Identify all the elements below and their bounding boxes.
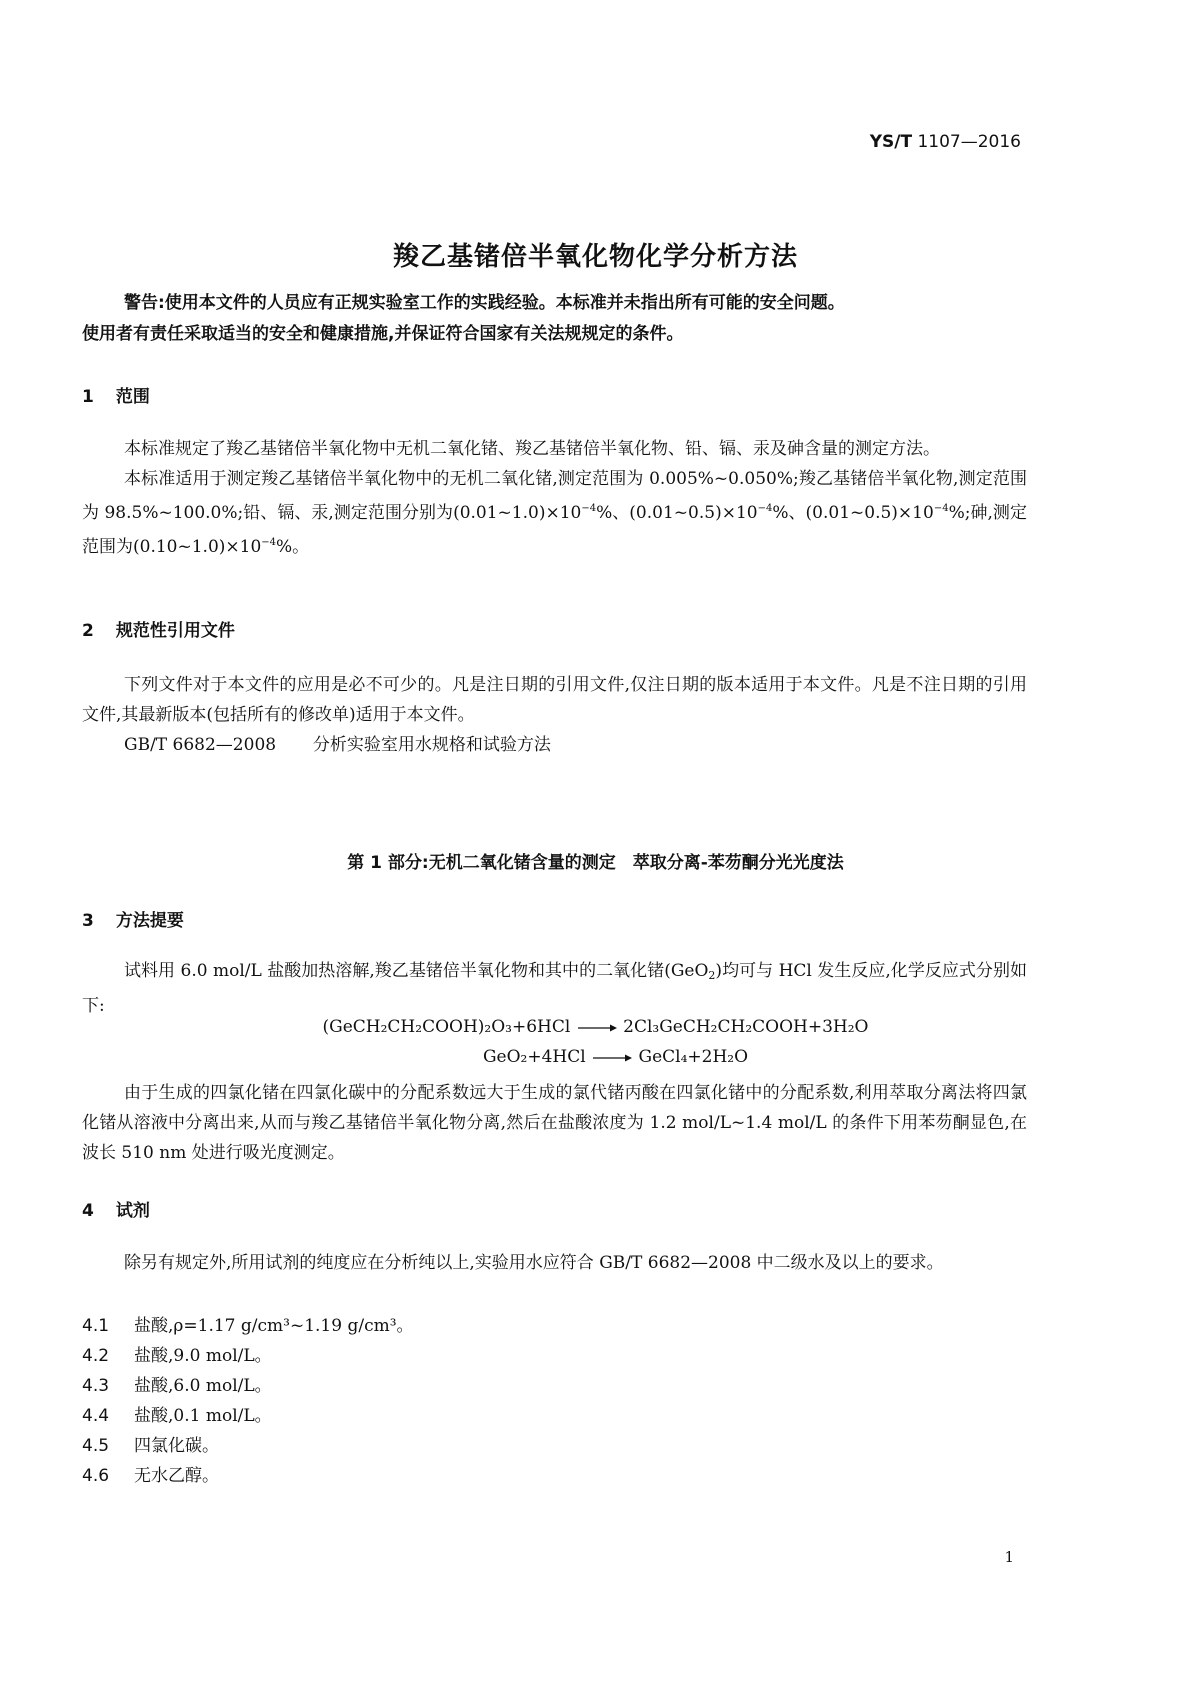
equation-2 — [0, 1047, 1191, 1067]
list-item — [82, 1371, 272, 1396]
item-text: 盐酸,ρ=1.17 g/cm³~1.19 g/cm³。 — [134, 1316, 414, 1336]
method-explanation: 由于生成的四氯化锗在四氯化碳中的分配系数远大于生成的氯代锗丙酸在四氯化锗中的分配系数,利用萃取分离法将四氯化锗从溶液中分离出来,从而与羧乙基锗倍半氧化物分离,然后在盐酸浓度为 1.2 mol/L~1.4 mol/L 的条件下用苯芴酮显色,在波长 510 nm 处进行吸光度测定。 — [82, 1083, 1027, 1163]
exponent: −4 — [581, 503, 597, 514]
list-item — [82, 1431, 219, 1456]
scope-text-e: %。 — [276, 537, 310, 557]
section-number: 4 — [82, 1201, 94, 1221]
standard-number — [870, 132, 1021, 152]
item-text: 四氯化碳。 — [134, 1436, 219, 1456]
scope-text-c: %、(0.01~0.5)×10 — [772, 503, 934, 523]
reference-code: GB/T 6682—2008 — [124, 735, 277, 755]
item-number: 4.2 — [82, 1346, 110, 1366]
section-number: 3 — [82, 911, 94, 931]
scope-text-b: %、(0.01~0.5)×10 — [596, 503, 758, 523]
references-block — [82, 670, 1027, 760]
standard-prefix: YS/T — [869, 132, 913, 152]
exponent: −4 — [757, 503, 773, 514]
list-item — [82, 1461, 219, 1486]
equation-2-right: GeCl₄+2H₂O — [638, 1047, 749, 1067]
section-heading-references — [82, 616, 235, 641]
item-text: 盐酸,6.0 mol/L。 — [134, 1376, 272, 1396]
scope-paragraph-1: 本标准规定了羧乙基锗倍半氧化物中无机二氧化锗、羧乙基锗倍半氧化物、铅、镉、汞及砷含量的测定方法。 — [124, 439, 940, 459]
item-number: 4.6 — [82, 1466, 110, 1486]
method-text-a: 试料用 6.0 mol/L 盐酸加热溶解,羧乙基锗倍半氧化物和其中的二氧化锗(GeO — [124, 961, 709, 981]
equation-1 — [0, 1017, 1191, 1037]
method-intro — [82, 956, 1027, 1021]
method-text-b: )均可与 HCl 发生反应,化学反应式分别如下: — [82, 961, 1027, 1016]
section-number: 1 — [82, 387, 94, 407]
reaction-arrow-icon — [576, 1023, 618, 1033]
references-paragraph: 下列文件对于本文件的应用是必不可少的。凡是注日期的引用文件,仅注日期的版本适用于本文件。凡是不注日期的引用文件,其最新版本(包括所有的修改单)适用于本文件。 — [82, 675, 1027, 725]
section-title: 方法提要 — [115, 911, 184, 931]
document-title: 羧乙基锗倍半氧化物化学分析方法 — [392, 242, 798, 272]
list-item — [82, 1311, 414, 1336]
part-1-title: 第 1 部分:无机二氧化锗含量的测定 萃取分离-苯芴酮分光光度法 — [347, 853, 844, 873]
reagents-paragraph: 除另有规定外,所用试剂的纯度应在分析纯以上,实验用水应符合 GB/T 6682—2008 中二级水及以上的要求。 — [124, 1253, 944, 1273]
item-number: 4.5 — [82, 1436, 110, 1456]
reference-title: 分析实验室用水规格和试验方法 — [312, 735, 551, 755]
item-text: 盐酸,9.0 mol/L。 — [134, 1346, 272, 1366]
scope-paragraphs — [82, 434, 1027, 562]
equation-2-left: GeO₂+4HCl — [482, 1047, 586, 1067]
reference-entry — [82, 730, 1027, 760]
warning-line-2: 使用者有责任采取适当的安全和健康措施,并保证符合国家有关法规规定的条件。 — [82, 324, 684, 344]
item-text: 盐酸,0.1 mol/L。 — [134, 1406, 272, 1426]
item-number: 4.3 — [82, 1376, 110, 1396]
subscript-2: 2 — [708, 969, 716, 982]
item-text: 无水乙醇。 — [134, 1466, 219, 1486]
scope-text-d: %;砷,测定范围为(0.10~1.0)×10 — [82, 503, 1027, 557]
section-number: 2 — [82, 621, 94, 641]
warning-line-1: 警告:使用本文件的人员应有正规实验室工作的实践经验。本标准并未指出所有可能的安全问题。 — [124, 293, 845, 313]
item-number: 4.4 — [82, 1406, 110, 1426]
exponent: −4 — [261, 537, 277, 548]
list-item — [82, 1401, 272, 1426]
method-paragraph-2 — [82, 1078, 1027, 1168]
page-number: 1 — [1004, 1548, 1014, 1566]
section-heading-method — [82, 906, 184, 931]
list-item — [82, 1341, 272, 1366]
scope-paragraph-2 — [82, 464, 1027, 562]
standard-code: 1107—2016 — [917, 132, 1021, 152]
equation-1-left: (GeCH₂CH₂COOH)₂O₃+6HCl — [322, 1017, 571, 1037]
section-heading-scope — [82, 382, 150, 407]
section-title: 规范性引用文件 — [115, 621, 235, 641]
scope-text-a: 本标准适用于测定羧乙基锗倍半氧化物中的无机二氧化锗,测定范围为 0.005%~0.050%;羧乙基锗倍半氧化物,测定范围为 98.5%~100.0%;铅、镉、汞,测定范围分别为(0.01~1.0)×10 — [82, 469, 1027, 523]
reaction-arrow-icon — [591, 1053, 633, 1063]
reagents-intro — [82, 1248, 1027, 1278]
section-title: 范围 — [115, 387, 150, 407]
method-paragraph-1 — [82, 956, 1027, 1021]
section-heading-reagents — [82, 1196, 150, 1221]
item-number: 4.1 — [82, 1316, 110, 1336]
section-title: 试剂 — [115, 1201, 150, 1221]
exponent: −4 — [933, 503, 949, 514]
warning-block — [82, 288, 1027, 350]
equation-1-right: 2Cl₃GeCH₂CH₂COOH+3H₂O — [623, 1017, 869, 1037]
